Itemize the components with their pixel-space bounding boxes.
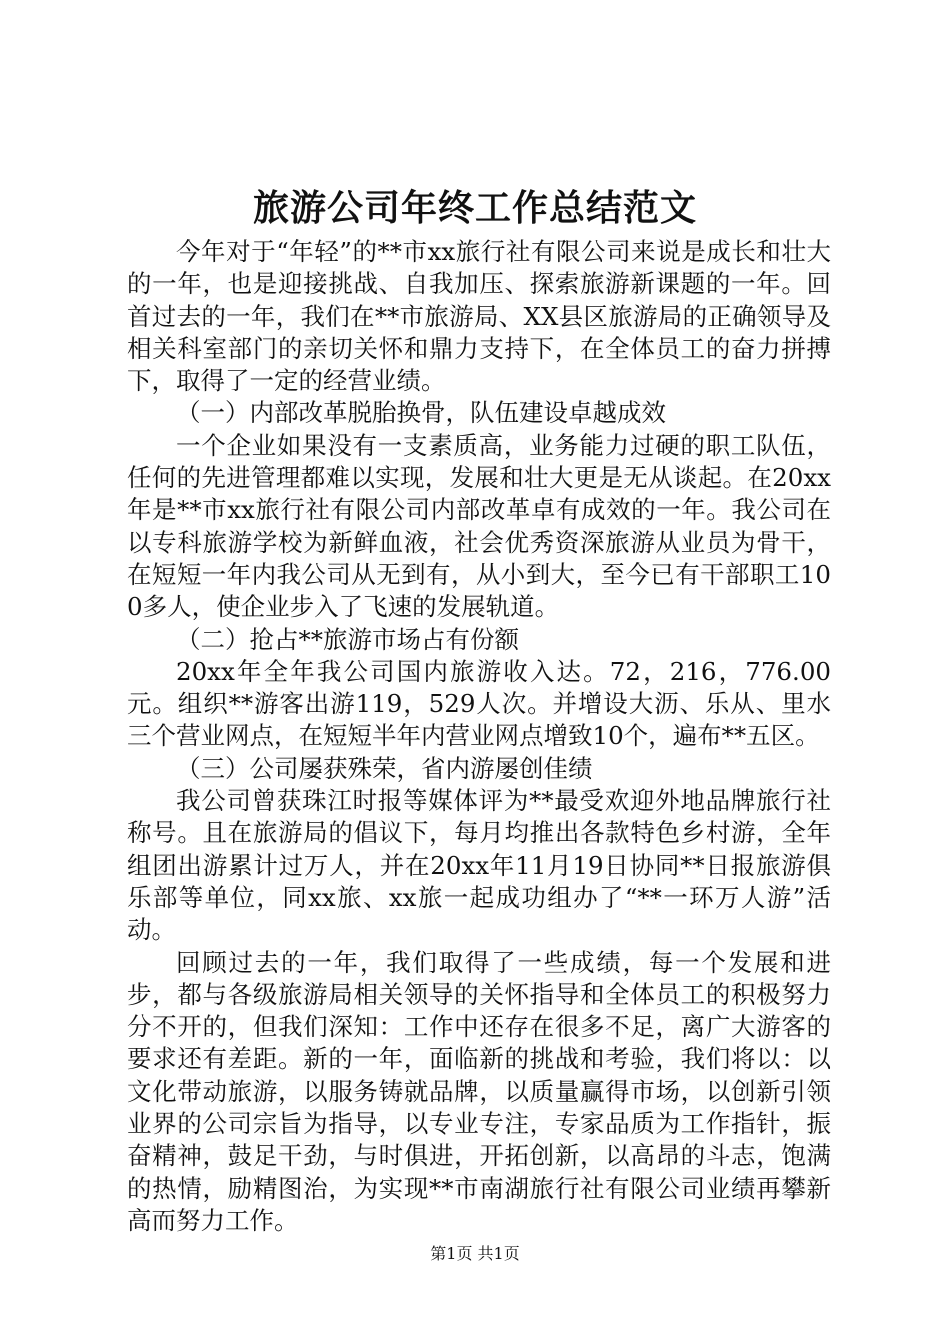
- conclusion-paragraph: 回顾过去的一年，我们取得了一些成绩，每一个发展和进步，都与各级旅游局相关领导的关怀指导和全体员工的积极努力分不开的，但我们深知：工作中还存在很多不足，离广大游客的要求还有差距。新的一年，面临新的挑战和考验，我们将以：以文化带动旅游，以服务铸就品牌，以质量赢得市场，以创新引领业界的公司宗旨为指导，以专业专注，专家品质为工作指针，振奋精神，鼓足干劲，与时俱进，开拓创新，以高昂的斗志，饱满的热情，励精图治，为实现**市南湖旅行社有限公司业绩再攀新高而努力工作。: [127, 947, 831, 1235]
- page-number-footer: 第1页 共1页: [430, 1244, 520, 1263]
- section-paragraph-2: 20xx年全年我公司国内旅游收入达。72，216，776.00元。组织**游客出游119，529人次。并增设大沥、乐从、里水三个营业网点，在短短半年内营业网点增致10个，遍布**五区。: [127, 656, 831, 751]
- document-body: [127, 236, 831, 1237]
- section-paragraph-1: 一个企业如果没有一支素质高，业务能力过硬的职工队伍，任何的先进管理都难以实现，发展和壮大更是无从谈起。在20xx年是**市xx旅行社有限公司内部改革卓有成效的一年。我公司在以专科旅游学校为新鲜血液，社会优秀资深旅游从业员为骨干，在短短一年内我公司从无到有，从小到大，至今已有干部职工100多人，使企业步入了飞速的发展轨道。: [127, 430, 831, 622]
- section-heading-3: （三）公司屡获殊荣，省内游屡创佳绩: [176, 753, 593, 783]
- section-heading-1: （一）内部改革脱胎换骨，队伍建设卓越成效: [176, 398, 666, 428]
- section-paragraph-3: 我公司曾获珠江时报等媒体评为**最受欢迎外地品牌旅行社称号。且在旅游局的倡议下，每月均推出各款特色乡村游，全年组团出游累计过万人，并在20xx年11月19日协同**日报旅游俱乐部等单位，同xx旅、xx旅一起成功组办了“**一环万人游”活动。: [127, 786, 831, 945]
- intro-paragraph: 今年对于“年轻”的**市xx旅行社有限公司来说是成长和壮大的一年，也是迎接挑战、自我加压、探索旅游新课题的一年。回首过去的一年，我们在**市旅游局、XX县区旅游局的正确领导及相关科室部门的亲切关怀和鼎力支持下，在全体员工的奋力拼搏下，取得了一定的经营业绩。: [127, 237, 831, 396]
- document-title: 旅游公司年终工作总结范文: [252, 187, 697, 229]
- section-heading-2: （二）抢占**旅游市场占有份额: [176, 624, 519, 654]
